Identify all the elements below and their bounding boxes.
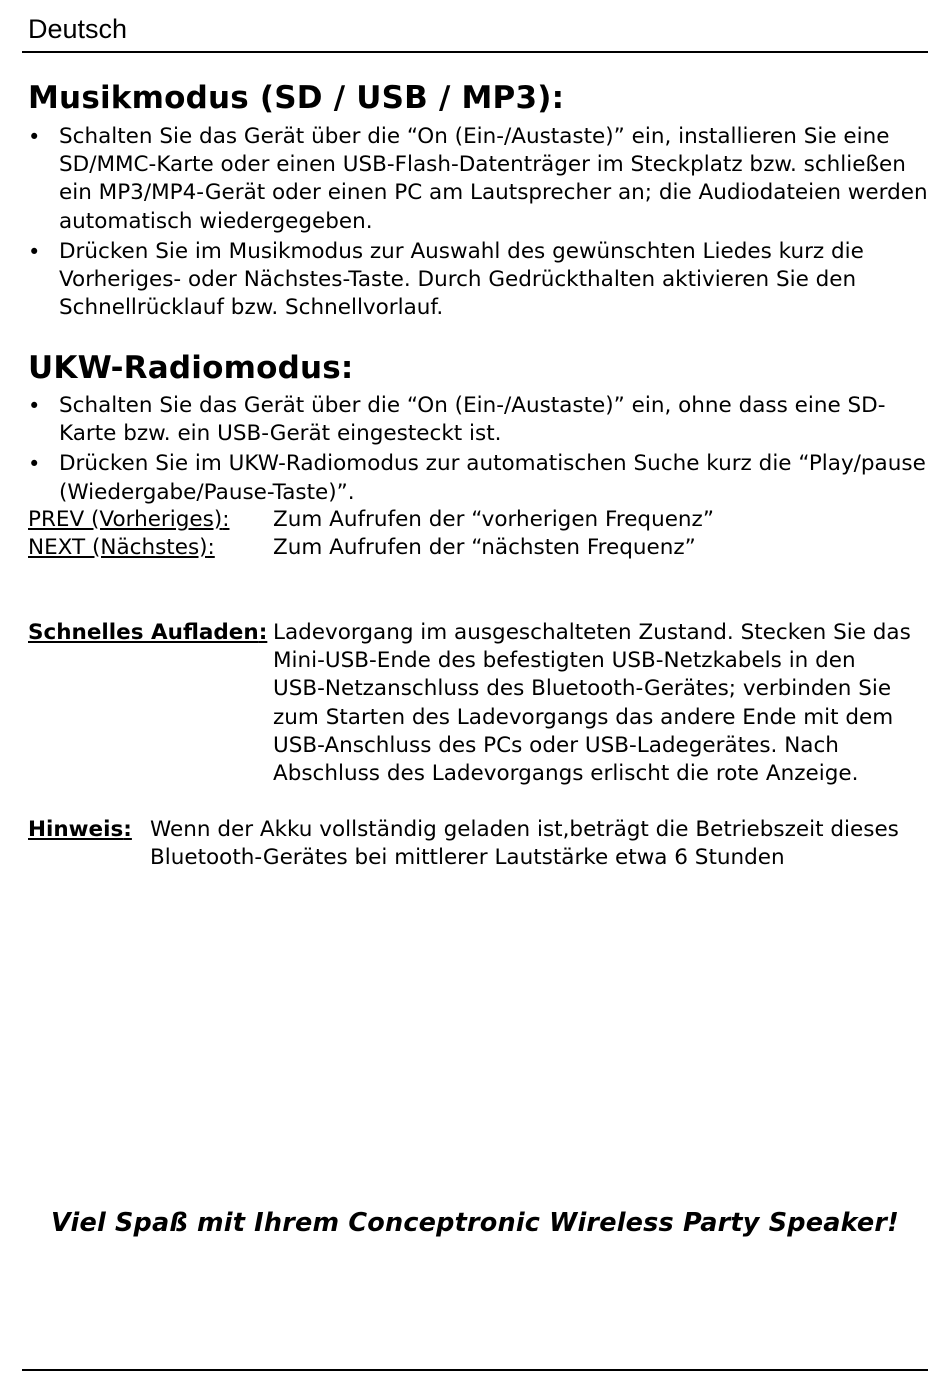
- next-definition: [28, 534, 928, 564]
- charging-text: Ladevorgang im ausgeschalteten Zustand. Stecken Sie das Mini-USB-Ende des befestigten USB-Netzkabels in den USB-Netzanschluss des Bluetooth-Gerätes; verbinden Sie zum Starten des Ladevorgangs das andere Ende mit dem USB-Anschluss des PCs oder USB-Ladegerätes. Nach Abschluss des Ladevorgangs erlischt die rote Anzeige.: [273, 620, 911, 787]
- fm-mode-list: [28, 392, 928, 507]
- music-mode-heading: Musikmodus (SD / USB / MP3):: [28, 80, 565, 116]
- note-definition: [28, 816, 928, 886]
- next-text: Zum Aufrufen der “nächsten Frequenz”: [273, 535, 696, 560]
- list-item: • Drücken Sie im UKW-Radiomodus zur automatischen Suche kurz die “Play/pause (Wiedergabe/Pause-Taste)”.: [28, 450, 928, 506]
- header-divider: [22, 51, 928, 53]
- list-item: • Schalten Sie das Gerät über die “On (Ein-/Austaste)” ein, installieren Sie eine SD/MMC-Karte oder einen USB-Flash-Datenträger im Steckplatz bzw. schließen ein MP3/MP4-Gerät oder einen PC am Lautsprecher an; die Audiodateien werden automatisch wiedergegeben.: [28, 123, 928, 236]
- charging-term: Schnelles Aufladen:: [28, 620, 268, 645]
- prev-definition: [28, 506, 928, 536]
- music-mode-list: [28, 123, 928, 322]
- list-item: • Schalten Sie das Gerät über die “On (Ein-/Austaste)” ein, ohne dass eine SD-Karte bzw. ein USB-Gerät eingesteckt ist.: [28, 392, 928, 448]
- note-term: Hinweis:: [28, 817, 132, 842]
- note-text: Wenn der Akku vollständig geladen ist,beträgt die Betriebszeit dieses Bluetooth-Gerätes bei mittlerer Lautstärke etwa 6 Stunden: [150, 817, 899, 871]
- language-label: Deutsch: [28, 14, 128, 44]
- footer-divider: [22, 1369, 928, 1371]
- prev-term: PREV (Vorheriges):: [28, 507, 230, 532]
- fm-mode-heading: UKW-Radiomodus:: [28, 350, 354, 386]
- list-item: • Drücken Sie im Musikmodus zur Auswahl des gewünschten Liedes kurz die Vorheriges- oder Nächstes-Taste. Durch Gedrückthalten aktivieren Sie den Schnellrücklauf bzw. Schnellvorlauf.: [28, 238, 928, 323]
- next-term: NEXT (Nächstes):: [28, 535, 215, 560]
- closing-message: Viel Spaß mit Ihrem Conceptronic Wireless Party Speaker!: [51, 1208, 899, 1238]
- charging-definition: [28, 619, 928, 799]
- prev-text: Zum Aufrufen der “vorherigen Frequenz”: [273, 507, 714, 532]
